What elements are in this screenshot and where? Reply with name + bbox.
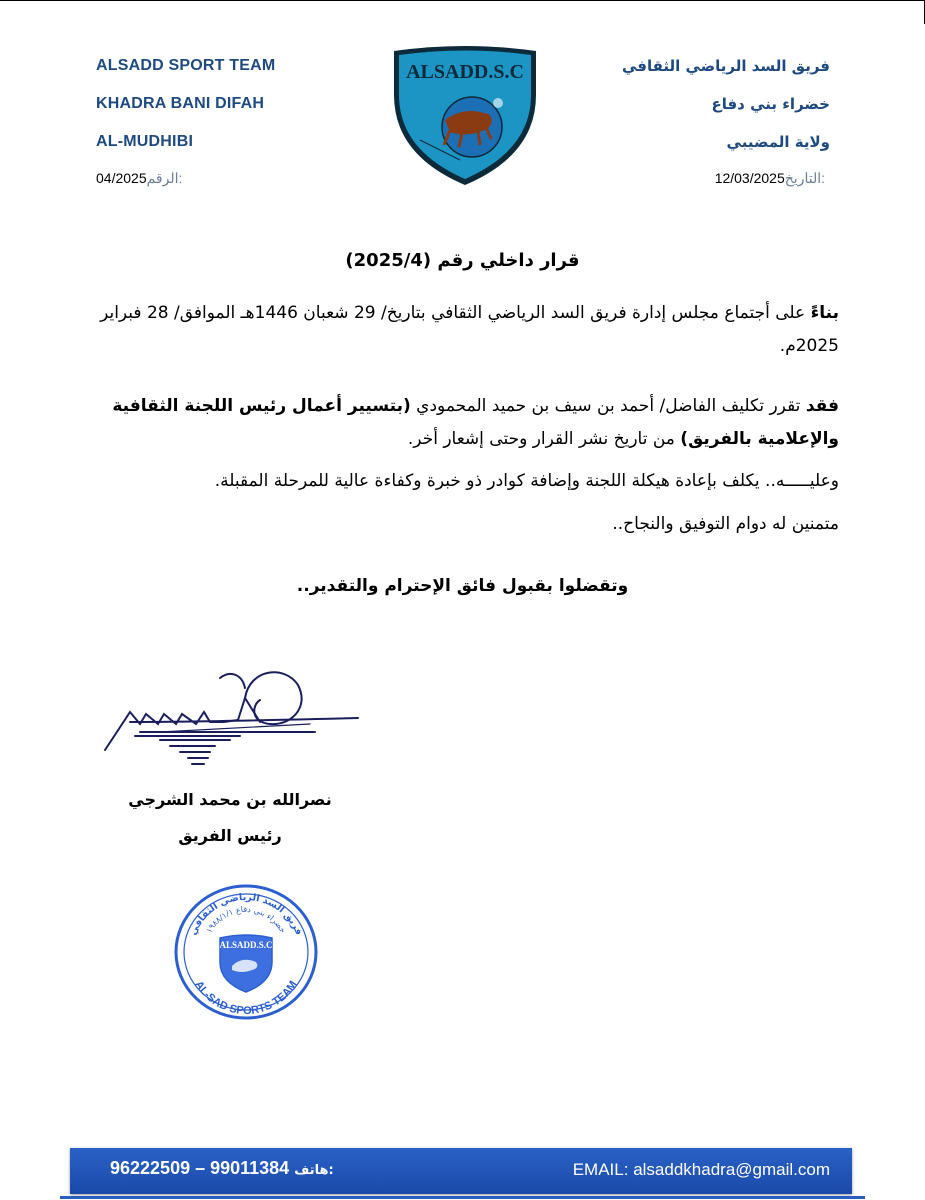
- reference-value: 04/2025: [96, 170, 147, 186]
- team-logo: [390, 45, 540, 190]
- date-value: 12/03/2025: [714, 170, 785, 186]
- header-ar-wilayat: ولاية المضيبي: [726, 133, 830, 151]
- footer-email-address[interactable]: alsaddkhadra@gmail.com: [633, 1160, 830, 1179]
- header-ar-team: فريق السد الرياضي الثقافي: [621, 57, 830, 75]
- header-ar-area: خضراء بني دفاع: [711, 95, 830, 113]
- footer-underline: [60, 1196, 865, 1199]
- paragraph-assignment-text: تقرر تكليف الفاضل/ أحمد بن سيف بن حميد المحمودي: [410, 396, 806, 416]
- footer-phone: [110, 1158, 334, 1179]
- paragraph-wishes: متمنين له دوام التوفيق والنجاح..: [612, 514, 839, 534]
- stamp-bottom-text: AL-SAD SPORTS TEAM: [192, 978, 300, 1018]
- signatory-role: رئيس الفريق: [178, 826, 282, 845]
- paragraph-assignment: [79, 390, 839, 456]
- header-en-wilayat: AL-MUDHIBI: [96, 133, 194, 150]
- official-stamp: [172, 882, 320, 1022]
- signatory-name: نصرالله بن محمد الشرجي: [128, 790, 332, 809]
- footer-phone-label: هاتف:: [294, 1163, 334, 1178]
- paragraph-meeting-text: على أجتماع مجلس إدارة فريق السد الرياضي الثقافي بتاريخ/ 29 شعبان 1446هـ الموافق/ 28 فبراير 2025م.: [100, 303, 839, 356]
- date-label: التاريخ:: [784, 170, 825, 186]
- stamp-top-text: فريق السد الرياضي الثقافي: [187, 891, 305, 937]
- paragraph-meeting: [79, 297, 839, 363]
- scan-border-top: [0, 0, 925, 1]
- paragraph-assignment-end: من تاريخ نشر القرار وحتى إشعار أخر.: [407, 429, 681, 449]
- paragraph-assignment-lead: فقد: [805, 396, 839, 416]
- document-date: [715, 170, 825, 187]
- stamp-center-text: ALSADD.S.C: [219, 940, 273, 950]
- closing-line: وتقضلوا بقبول فائق الإحترام والتقدير..: [296, 576, 629, 596]
- footer-email: [573, 1160, 830, 1180]
- header-en-team: ALSADD SPORT TEAM: [96, 57, 276, 74]
- reference-number: [96, 170, 182, 187]
- footer-email-label: EMAIL:: [572, 1160, 629, 1179]
- footer-phone-numbers: 96222509 – 99011384: [110, 1158, 290, 1178]
- paragraph-tasks: وعليـــــه.. يكلف بإعادة هيكلة اللجنة وإضافة كوادر ذو خبرة وكفاءة عالية للمرحلة المقبلة.: [214, 471, 839, 491]
- paragraph-meeting-lead: بناءً: [810, 303, 839, 323]
- logo-text: ALSADD.S.C: [406, 61, 524, 83]
- decision-title: قرار داخلي رقم (2025/4): [345, 250, 580, 271]
- paragraph-assignment-role: (بتسيير أعمال رئيس اللجنة الثقافية والإعلامية بالفريق): [112, 396, 839, 449]
- reference-label: الرقم:: [146, 170, 183, 186]
- header-en-area: KHADRA BANI DIFAH: [96, 95, 265, 112]
- handwritten-signature: [100, 660, 365, 780]
- stamp-inner-text: خضراء بني دفاع ١٩٨٨/١/١: [204, 904, 288, 935]
